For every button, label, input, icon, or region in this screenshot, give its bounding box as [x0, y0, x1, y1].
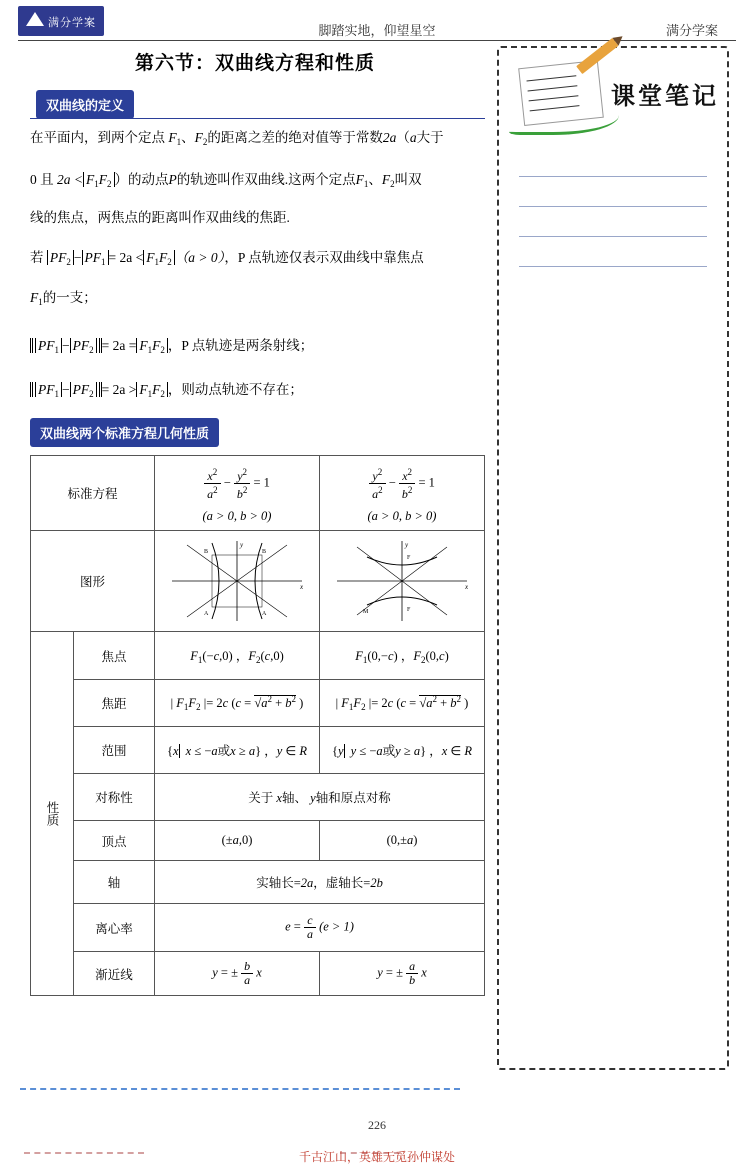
row-label-range: 范围 — [74, 727, 155, 774]
def-l1-pf1-s: 1 — [101, 257, 106, 267]
axis-mid: ，虚轴长= — [313, 876, 371, 890]
def-l1-pf1-t: PF — [84, 250, 101, 265]
def-p2-F1F2 — [83, 172, 115, 187]
def-p1-d: （ — [396, 130, 410, 145]
frac-y2-a2: $\frac{y^2}{a^2}$ — [369, 466, 386, 501]
def-l4-F: F — [139, 382, 148, 397]
def-p2-F1b-sub: 1 — [363, 179, 369, 189]
cell-symmetry — [155, 774, 485, 821]
row-label-standard-eq: 标准方程 — [31, 456, 155, 531]
table-row — [31, 632, 485, 680]
table-row — [31, 680, 485, 727]
def-l4-pf1 — [35, 382, 62, 397]
def-p2-F2b-sub: 2 — [390, 179, 395, 189]
table-row — [31, 952, 485, 996]
ecc-e: e = — [285, 919, 301, 934]
def-l3-pf1-s: 1 — [54, 345, 59, 355]
def-l4-group — [30, 382, 102, 397]
definition-paragraph-3: 线的焦点，两焦点的距离叫作双曲线的焦距. — [30, 210, 290, 225]
definition-paragraph-2 — [30, 168, 500, 189]
def-l3-eq: = 2a = — [101, 338, 137, 353]
def-l1-pre: 若 — [30, 250, 44, 265]
def-l1-eq: = 2a < — [108, 250, 144, 265]
def-p1-e: a — [409, 130, 417, 145]
def-l1-F: F — [146, 250, 155, 265]
cell-asymptote-left: y = ± $\frac{b}{a}$ x — [155, 952, 320, 996]
notes-panel — [497, 46, 729, 1070]
def-p2-b: 2a < — [57, 172, 83, 187]
svg-text:F: F — [407, 607, 411, 613]
hyperbola-figure-vertical — [327, 537, 477, 625]
row-label-eccentricity: 离心率 — [74, 904, 155, 952]
def-l4-F1: 1 — [147, 389, 153, 399]
table-row — [31, 774, 485, 821]
note-card-line-3 — [529, 95, 579, 101]
def-l3-F: F — [139, 338, 148, 353]
def-l1-tail: ，P 点轨迹仅表示双曲线中靠焦点 — [224, 250, 424, 265]
def-l1-pf2-t: PF — [49, 250, 67, 265]
cell-range-left: {x x ≤ −a或x ≥ a} ，y ∈ R — [155, 727, 320, 774]
def-l1-pf2 — [47, 250, 74, 265]
footer-quote: 千古江山，英雄无觅孙仲谋处 — [298, 1150, 455, 1164]
table-row — [31, 456, 485, 531]
page-header — [0, 0, 754, 42]
footer-divider — [20, 1088, 460, 1090]
def-l1-F2s: 2 — [167, 257, 172, 267]
def-l4-pf1-s: 1 — [54, 389, 59, 399]
decorative-swoosh — [509, 102, 619, 135]
note-line-4 — [519, 266, 707, 267]
definition-line-3 — [30, 334, 500, 355]
table-row — [31, 861, 485, 904]
def-p2-g: ）的动点 — [114, 172, 169, 187]
def-l4-pf1-t: PF — [38, 382, 55, 397]
svg-text:A: A — [204, 611, 209, 617]
def-l1-pf1 — [82, 250, 109, 265]
vertical-label-text: 性质 — [45, 801, 59, 826]
svg-text:F: F — [407, 555, 411, 561]
hyperbola-svg-horizontal — [162, 537, 312, 625]
note-line-2 — [519, 206, 707, 207]
def-p1-c: 的距离之差的绝对值等于常数 — [207, 130, 383, 145]
svg-text:x: x — [465, 583, 469, 591]
def-p1-2a: 2a — [382, 130, 397, 145]
definition-line-2 — [30, 286, 500, 307]
def-l1-cond: （a > 0） — [174, 250, 225, 265]
cell-focal-right: | $F_1F_2$ |= 2c ($c = √a^2 + b^2$ ) — [320, 680, 485, 727]
cell-range-right: {y y ≤ −a或y ≥ a} ，x ∈ R — [320, 727, 485, 774]
logo-text: 满分学案 — [48, 17, 96, 29]
page-number: 226 — [368, 1118, 386, 1132]
def-l4-eq: = 2a > — [101, 382, 137, 397]
def-l3-F1F2 — [136, 338, 168, 353]
frac-x2-b2: $\frac{x^2}{b^2}$ — [399, 466, 416, 501]
cell-vertex-right: (0,±a) — [320, 821, 485, 861]
def-p2-F2b: F — [381, 172, 391, 187]
ecc-cond: (e > 1) — [319, 919, 354, 934]
def-l3-F2s: 2 — [160, 345, 165, 355]
sym-a: 关于 — [248, 791, 274, 805]
def-p1-a: 在平面内，到两个定点 — [30, 130, 165, 145]
section-tag-definition: 双曲线的定义 — [36, 90, 134, 119]
cell-standard-eq-right — [320, 456, 485, 531]
def-l4-F2s: 2 — [160, 389, 165, 399]
def-l1-F1F2 — [143, 250, 175, 265]
hyperbola-figure-horizontal — [162, 537, 312, 625]
minus-sign: − — [223, 475, 231, 490]
cond-left: (a > 0, b > 0) — [202, 509, 272, 523]
def-l1-minus: − — [73, 250, 82, 265]
cell-eccentricity — [155, 904, 485, 952]
def-l2-sub: 1 — [38, 297, 43, 307]
def-l3-pf1-t: PF — [38, 338, 55, 353]
minus-sign-2: − — [388, 475, 396, 490]
note-line-3 — [519, 236, 707, 237]
row-label-symmetry: 对称性 — [74, 774, 155, 821]
def-l3-F1: 1 — [147, 345, 153, 355]
sym-mid: 轴、 — [281, 791, 307, 805]
def-p2-i: 的轨迹叫作双曲线.这两个定点 — [176, 172, 356, 187]
def-l3-pf1 — [35, 338, 62, 353]
def-l3-pf2-t: PF — [72, 338, 90, 353]
def-l4-pf2 — [70, 382, 97, 397]
cell-figure-left — [155, 531, 320, 632]
table-row — [31, 727, 485, 774]
def-p1-b: 、 — [181, 130, 195, 145]
ecc-num: c — [307, 913, 313, 927]
def-l4-pf2-t: PF — [72, 382, 90, 397]
frac-a-b: $\frac{a}{b}$ — [406, 960, 418, 987]
eq-right: = 1 — [418, 475, 435, 490]
def-l3-pf2 — [70, 338, 97, 353]
row-label-asymptote: 渐近线 — [74, 952, 155, 996]
axis-2a: 2a — [300, 876, 314, 890]
def-p2-F1b: F — [355, 172, 364, 187]
section-tag-properties: 双曲线两个标准方程几何性质 — [30, 418, 219, 447]
cell-focus-left: $F_1(-c,0)$ ，$F_2(c,0)$ — [155, 632, 320, 680]
row-label-figure: 图形 — [31, 531, 155, 632]
def-p1-F2: F — [194, 130, 203, 145]
cell-asymptote-right: y = ± $\frac{a}{b}$ x — [320, 952, 485, 996]
def-p1-F1: F — [168, 130, 177, 145]
def-l3-pf2-s: 2 — [89, 345, 94, 355]
def-p2-e: F — [98, 172, 107, 187]
header-rule — [18, 40, 736, 41]
def-p2-c: F — [86, 172, 95, 187]
def-l4-minus: − — [62, 382, 70, 397]
row-label-properties-vertical — [31, 632, 74, 996]
def-l3-minus: − — [62, 338, 70, 353]
definition-line-1 — [30, 246, 500, 267]
svg-text:y: y — [240, 541, 244, 549]
svg-text:y: y — [405, 541, 409, 549]
row-label-focal-distance: 焦距 — [74, 680, 155, 727]
frac-x2-a2: $\frac{x^2}{a^2}$ — [204, 466, 221, 501]
header-right-text: 满分学案 — [665, 23, 718, 38]
def-l4-tail: ，则动点轨迹不存在； — [167, 382, 303, 397]
cell-axis — [155, 861, 485, 904]
table-row — [31, 821, 485, 861]
def-l2-tail: 的一支； — [42, 290, 97, 305]
page-title: 第六节：双曲线方程和性质 — [134, 53, 375, 74]
def-p2-d: 1 — [94, 179, 99, 189]
properties-table — [30, 455, 485, 996]
definition-paragraph-1 — [30, 128, 490, 152]
row-label-vertex: 顶点 — [74, 821, 155, 861]
header-center-text: 脚踏实地，仰望星空 — [318, 23, 436, 38]
def-p2-k: 叫双 — [394, 172, 422, 187]
def-l3-F2: F — [152, 338, 161, 353]
def-l4-F2: F — [152, 382, 161, 397]
def-p2-h: P — [168, 172, 177, 187]
cell-standard-eq-left — [155, 456, 320, 531]
note-card-line-1 — [527, 75, 577, 81]
svg-text:B: B — [262, 549, 267, 555]
svg-text:B: B — [204, 549, 209, 555]
cond-right: (a > 0, b > 0) — [367, 509, 437, 523]
sym-x: x — [276, 791, 282, 805]
table-row — [31, 531, 485, 632]
def-l1-pf2-s: 2 — [66, 257, 71, 267]
frac-b-a: $\frac{b}{a}$ — [241, 960, 253, 987]
def-p1-f: 大于 — [416, 130, 444, 145]
row-label-axis: 轴 — [74, 861, 155, 904]
cell-vertex-left: (±a,0) — [155, 821, 320, 861]
def-p2-f: 2 — [107, 179, 112, 189]
sym-y: y — [310, 791, 316, 805]
definition-line-4 — [30, 378, 500, 399]
svg-text:M: M — [363, 609, 369, 615]
cell-focus-right: $F_1(0,-c)$ ，$F_2(0,c)$ — [320, 632, 485, 680]
sym-tail: 轴和原点对称 — [315, 791, 391, 805]
ecc-den: a — [306, 927, 313, 941]
svg-text:x: x — [300, 583, 304, 591]
note-card-line-2 — [528, 85, 578, 91]
cell-focal-left: | $F_1F_2$ |= 2c ($c = √a^2 + b^2$ ) — [155, 680, 320, 727]
def-p1-F1sub: 1 — [176, 137, 182, 147]
frac-y2-b2: $\frac{y^2}{b^2}$ — [234, 466, 251, 501]
def-p1-F2sub: 2 — [202, 137, 208, 147]
hyperbola-svg-vertical — [327, 537, 477, 625]
def-l1-F1: 1 — [154, 257, 159, 267]
def-p2-a: 0 且 — [30, 172, 54, 187]
notes-title: 课堂笔记 — [611, 84, 719, 110]
row-label-focus: 焦点 — [74, 632, 155, 680]
pencil-icon — [576, 38, 618, 74]
table-row — [31, 904, 485, 952]
note-line-1 — [519, 176, 707, 177]
def-l3-group — [30, 338, 102, 353]
section-underline-definition — [30, 118, 485, 119]
axis-2b: 2b — [370, 876, 383, 890]
svg-text:A: A — [262, 611, 267, 617]
def-p2-j: 、 — [368, 172, 382, 187]
cell-figure-right — [320, 531, 485, 632]
def-l2-F: F — [30, 290, 39, 305]
def-l3-tail: ，P 点轨迹是两条射线； — [167, 338, 314, 353]
eq-left: = 1 — [253, 475, 270, 490]
def-l1-F2: F — [158, 250, 168, 265]
frac-c-a — [304, 914, 316, 941]
def-l4-pf2-s: 2 — [89, 389, 94, 399]
axis-pre: 实轴长= — [256, 876, 301, 890]
def-l4-F1F2 — [136, 382, 168, 397]
